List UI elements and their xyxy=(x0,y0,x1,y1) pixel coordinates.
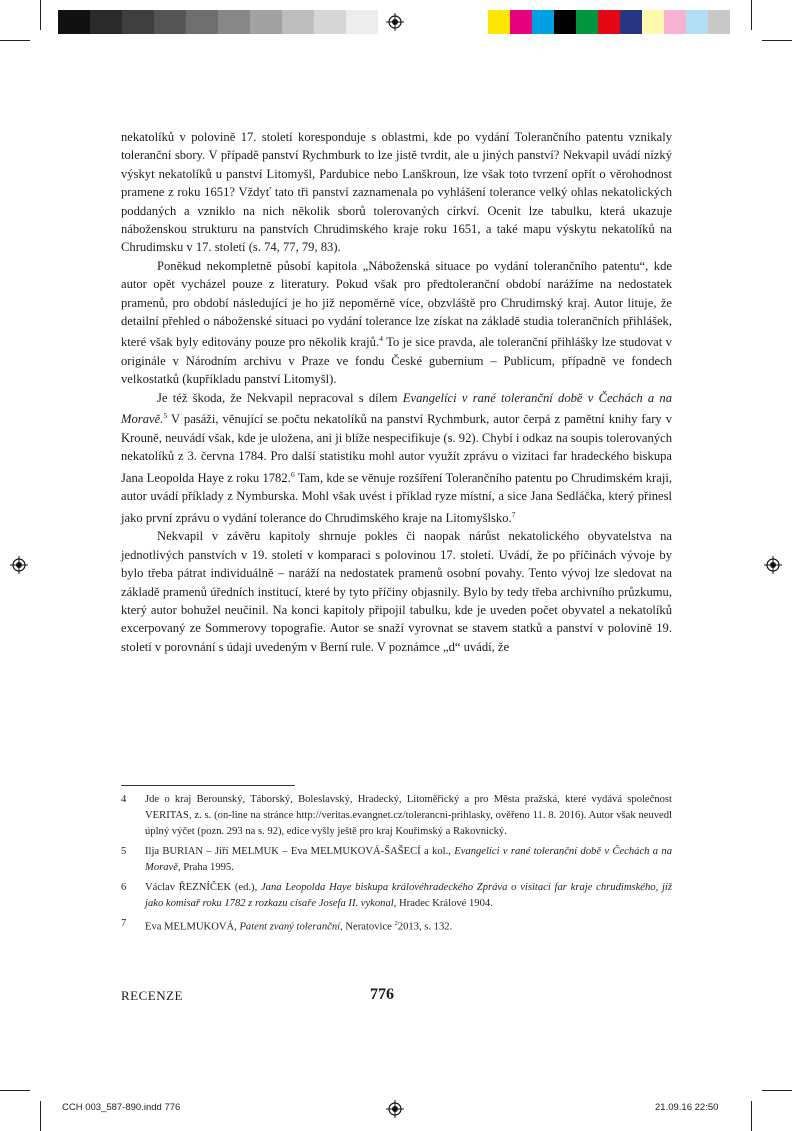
footnotes xyxy=(121,792,672,940)
gray-swatch xyxy=(90,10,122,34)
grayscale-color-bar xyxy=(58,10,378,34)
text-run: Tam, kde se věnuje rozšíření Tolerančního patentu po Chrudimském kraji, autor uvádí příklady z Nymburska. Mohl však uvést i příklad ryze místní, a sice Jana Sedláčka, který přinesl jako první zprávu o vydání tolerance do Chrudimského kraje na Litomyšlsko. xyxy=(121,470,672,525)
italic-title: Patent zvaný toleranční xyxy=(239,921,341,933)
color-swatch xyxy=(532,10,554,34)
italic-title: Evangelíci v rané toleranční době v Čechách a na Moravě. xyxy=(121,390,672,427)
gray-swatch xyxy=(154,10,186,34)
slug-date: 21.09.16 22:50 xyxy=(655,1102,719,1113)
footnote-text xyxy=(145,880,672,912)
color-swatch xyxy=(642,10,664,34)
color-swatch xyxy=(708,10,730,34)
gray-swatch xyxy=(218,10,250,34)
gray-swatch xyxy=(314,10,346,34)
crop-mark xyxy=(0,1090,30,1091)
paragraph xyxy=(121,389,672,527)
text-run: Je též škoda, že Nekvapil nepracoval s dílem xyxy=(157,390,403,405)
crop-mark xyxy=(762,40,792,41)
crop-mark xyxy=(751,1101,752,1131)
crop-mark xyxy=(0,40,30,41)
footnote-number: 4 xyxy=(121,794,127,805)
paragraph xyxy=(121,527,672,656)
crop-mark xyxy=(762,1090,792,1091)
footnote-number: 5 xyxy=(121,846,127,857)
body-text xyxy=(121,128,672,656)
text-run: Václav ŘEZNÍČEK (ed.), xyxy=(145,882,261,893)
color-swatch xyxy=(576,10,598,34)
text-run: Eva MELMUKOVÁ, xyxy=(145,921,240,933)
paragraph xyxy=(121,128,672,257)
registration-mark-icon xyxy=(764,556,782,574)
footnote-number: 6 xyxy=(121,882,127,893)
color-swatch xyxy=(664,10,686,34)
footnote-ref: 4 xyxy=(379,334,383,344)
color-swatch xyxy=(554,10,576,34)
footnote-number: 7 xyxy=(121,918,127,929)
footnote-ref: 6 xyxy=(290,469,295,479)
text-run: Jde o kraj Berounský, Táborský, Boleslavský, Hradecký, Litoměřický a pro Města pražská, které vydává společnost VERITAS, z. s. (on-line na stránce http://veritas.evangnet.cz/tolerancni-prihlasky, ověřeno 11. 8. 2016). Autor však neuvedl úplný výčet (pozn. 293 na s. 92), edice vyšly ještě pro kraj Kouřimský a Rakovnický. xyxy=(145,794,672,837)
gray-swatch xyxy=(282,10,314,34)
registration-mark-icon xyxy=(386,13,404,31)
process-color-bar xyxy=(488,10,730,34)
italic-title: Jana Leopolda Haye biskupa královéhradeckého Zpráva o visitaci far kraje chrudimského, jíž jako komisař roku 1782 z rozkazu císaře Josefa II. vykonal xyxy=(145,882,673,909)
text-run: Ilja BURIAN – Jiří MELMUK – Eva MELMUKOVÁ-ŠAŠECÍ a kol., xyxy=(145,846,455,857)
footnote xyxy=(121,792,672,840)
gray-swatch xyxy=(186,10,218,34)
crop-mark xyxy=(751,0,752,30)
gray-swatch xyxy=(250,10,282,34)
gray-swatch xyxy=(58,10,90,34)
color-swatch xyxy=(620,10,642,34)
footnote-text xyxy=(145,792,672,840)
color-swatch xyxy=(510,10,532,34)
footnote-text xyxy=(145,844,672,876)
text-run: , Praha 1995. xyxy=(177,862,234,873)
text-run: , Hradec Králové 1904. xyxy=(393,898,493,909)
gray-swatch xyxy=(122,10,154,34)
footnote-ref: 2 xyxy=(394,920,398,927)
running-footer-section: RECENZE xyxy=(121,988,183,1003)
footnote xyxy=(121,880,672,912)
registration-mark-icon xyxy=(10,556,28,574)
footnote-ref: 7 xyxy=(511,509,516,519)
footnote-separator xyxy=(121,785,295,786)
footnote xyxy=(121,844,672,876)
gray-swatch xyxy=(346,10,378,34)
crop-mark xyxy=(40,1101,41,1131)
footnote xyxy=(121,916,672,936)
text-run: Nekvapil v závěru kapitoly shrnuje pokles či naopak nárůst nekatolického obyvatelstva na jednotlivých panstvích v 19. století v komparaci s polovinou 17. století. Uvádí, že po příčinách vývoje by bylo třeba pátrat individuálně – naráží na nedostatek pramenů osobní povahy. Tento vývoj lze sledovat na základě pramenů úředních institucí, které by tyto příčiny objasnily. Bylo by tedy třeba archivního průzkumu, který autor bohužel neučinil. Na konci kapitoly připojil tabulku, kde je uveden počet obyvatel a nekatolíků excerpovaný ze Sommerovy topografie. Autor se snaží vyrovnat se stavem statků a panství v polovině 19. století v porovnání s údaji uvedeným v Berní rule. V poznámce „d“ uvádí, že xyxy=(121,529,672,654)
text-run: To je sice pravda, ale toleranční přihlášky lze studovat v originále v Národním archivu v Praze ve fondu České gubernium – Publicum, případně ve fondech velkostatků (kupříkladu panství Litomyšl). xyxy=(121,335,672,387)
text-run: , Neratovice xyxy=(340,921,395,933)
text-run: nekatolíků v polovině 17. století koresponduje s oblastmi, kde po vydání Tolerančního patentu vznikaly toleranční sbory. V případě panství Rychmburk to lze jistě tvrdit, ale u jiných panství? Nekvapil uvádí nízký výskyt nekatolíků u panství Litomyšl, Pardubice nebo Lanškroun, lze však toto tvrzení opřít o věrohodnost pramene z roku 1651? Vždyť tato tři panství zaznamenala po vyhlášení tolerance velký ohlas nekatolických poddaných a vzniklo na nich několik sborů tolerovaných církví. Ocenit lze tabulku, která ukazuje náboženskou strukturu na panstvích Chrudimského kraje roku 1651, a také mapu výskytu nekatolíků na Chrudimsku v 17. století (s. 74, 77, 79, 83). xyxy=(121,130,672,255)
text-run: Poněkud nekompletně působí kapitola „Náboženská situace po vydání tolerančního patentu“, kde autor opět vycházel pouze z literatury. Pokud však pro předtoleranční období narážíme na nedostatek pramenů, pro období následující je ho již nepoměrně více, obzvláště pro Chrudimský kraj. Autor lituje, že detailní přehled o náboženské situaci po vydání tolerance lze získat na základě studia tolerančních přihlášek, které však byly editovány pouze pro několik krajů. xyxy=(121,258,672,350)
slug-file-name: CCH 003_587-890.indd 776 xyxy=(62,1102,181,1113)
page-number: 776 xyxy=(370,986,394,1003)
registration-mark-icon xyxy=(386,1100,404,1118)
paragraph xyxy=(121,257,672,389)
crop-mark xyxy=(40,0,41,30)
text-run: V pasáži, věnující se počtu nekatolíků na panství Rychmburk, autor čerpá z pamětní knihy fary v Krouně, neuvádí však, kde je uložena, ani ji blíže nespecifikuje (s. 92). Chybí i odkaz na soupis tolerovaných nekatolíků z 3. června 1784. Pro další statistiku mohl autor využít zprávu o vizitaci far hradeckého biskupa Jana Leopolda Haye z roku 1782. xyxy=(121,412,672,485)
footnote-text xyxy=(145,916,672,936)
color-swatch xyxy=(598,10,620,34)
color-swatch xyxy=(488,10,510,34)
footnote-ref: 5 xyxy=(163,411,168,421)
color-swatch xyxy=(686,10,708,34)
italic-title: Evangelíci v rané toleranční době v Čechách a na Moravě xyxy=(145,846,672,873)
text-run: 2013, s. 132. xyxy=(397,921,453,933)
